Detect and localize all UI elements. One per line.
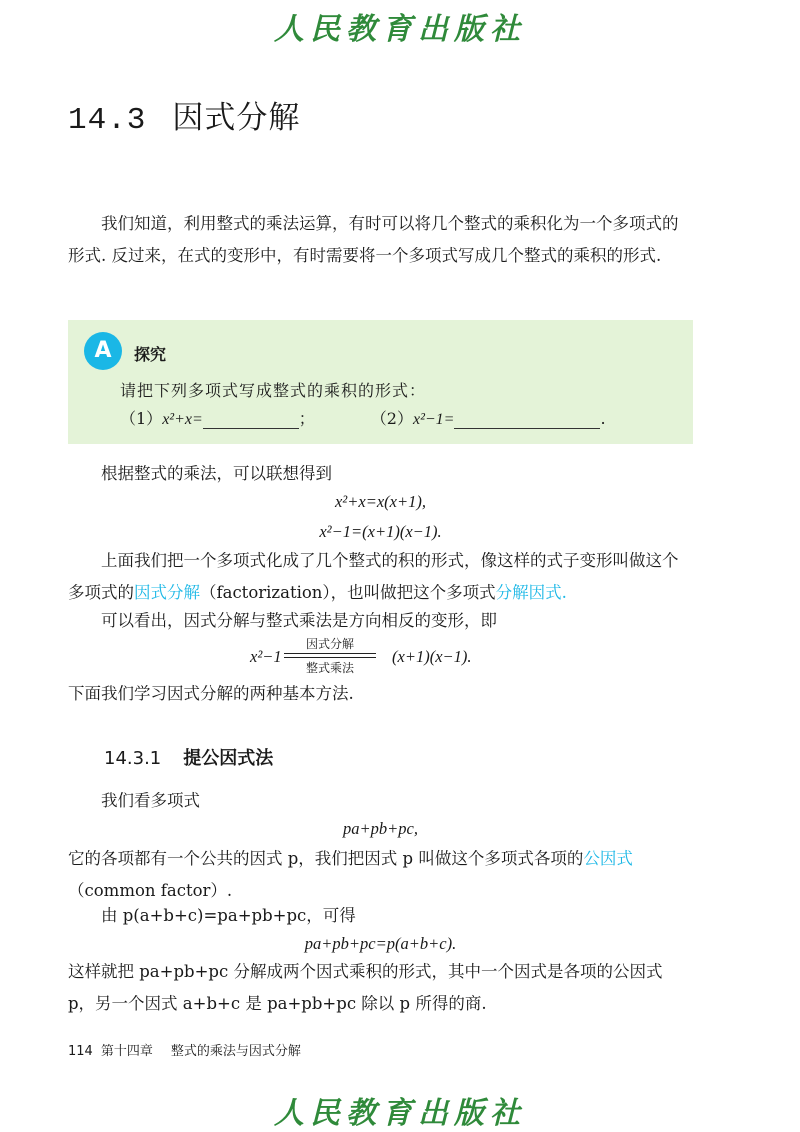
publisher-watermark-bottom: 人民教育出版社 [274, 1096, 526, 1131]
factor-arrows [280, 635, 380, 679]
from-paragraph: 由 p(a+b+c)=pa+pb+pc，可得 [101, 906, 356, 925]
explore-title: 探究 [134, 345, 167, 364]
page-number: 114 [68, 1044, 93, 1059]
exercise-1-end: ； [298, 409, 315, 428]
publisher-watermark-top: 人民教育出版社 [274, 12, 526, 47]
term-factorization: 因式分解 [134, 583, 200, 602]
arrow-equation-right: (x+1)(x−1). [392, 647, 472, 666]
methods-paragraph: 下面我们学习因式分解的两种基本方法. [68, 684, 354, 703]
arrow-left [284, 657, 376, 658]
lead-paragraph: 根据整式的乘法，可以联想得到 [101, 464, 332, 483]
definition-paragraph [68, 545, 693, 609]
exercise-2-end: . [600, 409, 606, 428]
look-paragraph: 我们看多项式 [101, 791, 200, 810]
explore-box [68, 320, 693, 444]
subsection-title-text: 提公因式法 [183, 748, 274, 769]
intro-paragraph: 我们知道，利用整式的乘法运算，有时可以将几个整式的乘积化为一个多项式的形式. 反过来，在式的变形中，有时需要将一个多项式写成几个整式的乘积的形式. [68, 214, 679, 265]
conclusion-paragraph: 这样就把 pa+pb+pc 分解成两个因式乘积的形式，其中一个因式是各项的公因式 p，另一个因式 a+b+c 是 pa+pb+pc 除以 p 所得的商. [68, 962, 663, 1013]
explore-icon: A [84, 332, 122, 370]
term-factoring: 分解因式. [495, 583, 567, 602]
exercise-2-expr: x²−1= [412, 411, 455, 428]
section-title [68, 92, 300, 138]
page-footer [68, 1040, 301, 1059]
equation-2: x²−1=(x+1)(x−1). [319, 522, 442, 541]
section-title-text: 因式分解 [172, 100, 301, 136]
exercise-1-blank [203, 412, 299, 429]
equation-4: pa+pb+pc=p(a+b+c). [304, 934, 457, 953]
arrow-label-multiplication: 整式乘法 [305, 661, 354, 675]
explore-prompt: 请把下列多项式写成整式的乘积的形式： [120, 381, 427, 400]
common-text-b: （common factor）. [68, 881, 233, 900]
arrow-equation-left: x²−1 [250, 647, 282, 666]
arrow-label-factorization: 因式分解 [305, 637, 354, 651]
arrow-right [284, 653, 376, 654]
chapter-label: 第十四章 [100, 1044, 153, 1059]
inverse-paragraph: 可以看出，因式分解与整式乘法是方向相反的变形，即 [101, 611, 497, 630]
section-number: 14.3 [68, 103, 147, 138]
exercise-1-label: （1） [120, 409, 163, 428]
chapter-title: 整式的乘法与因式分解 [170, 1044, 301, 1059]
exercise-2-label: （2） [370, 409, 413, 428]
explore-exercises [120, 406, 606, 429]
definition-text-b: （factorization），也叫做把这个多项式 [200, 583, 496, 602]
definition-text-a: 上面我们把一个多项式化成了几个整式的积的形式，像这样的式子变形叫做这个多项式的 [68, 551, 679, 602]
common-text-a: 它的各项都有一个公共的因式 p，我们把因式 p 叫做这个多项式各项的 [68, 849, 584, 868]
subsection-title [104, 744, 273, 770]
equation-1: x²+x=x(x+1), [334, 492, 426, 511]
equation-3: pa+pb+pc, [343, 819, 418, 838]
term-common-factor: 公因式 [583, 849, 633, 868]
subsection-number: 14.3.1 [104, 748, 162, 769]
exercise-1-expr: x²+x= [162, 411, 203, 428]
common-factor-paragraph [68, 843, 693, 907]
exercise-2-blank [454, 412, 600, 429]
